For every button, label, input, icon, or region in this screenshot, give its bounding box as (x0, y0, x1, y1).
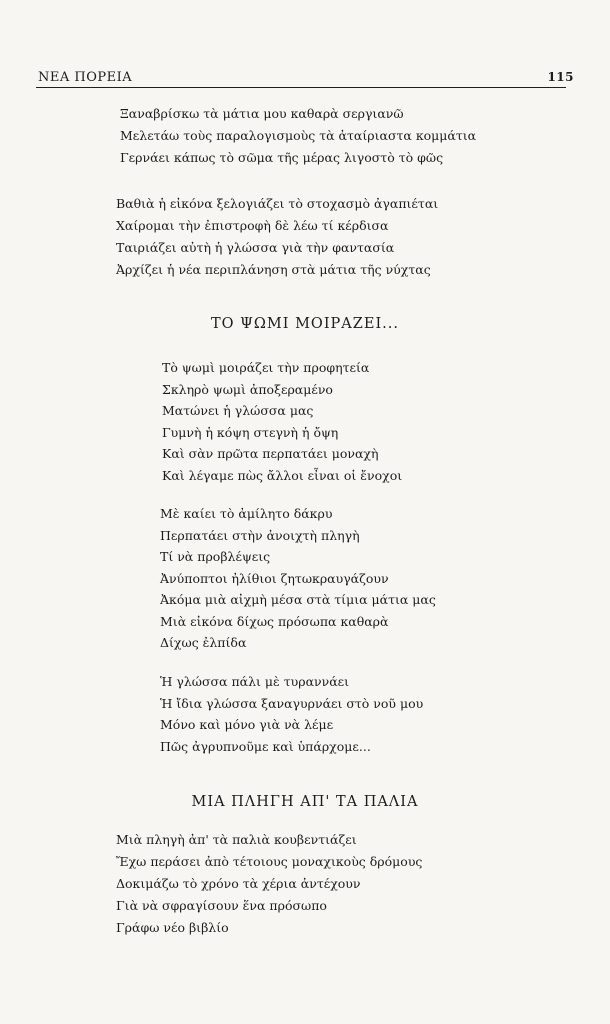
poem-line: Σκληρὸ ψωμὶ ἀποξεραμένο (162, 381, 333, 397)
poem-2-stanza-1 (116, 829, 422, 939)
poem-line: Πῶς ἀγρυπνοῦμε καὶ ὑπάρχομε... (160, 738, 371, 754)
poem-line: Τί νὰ προβλέψεις (160, 549, 271, 564)
poem-line: Ἀκόμα μιὰ αἰχμὴ μέσα στὰ τίμια μάτια μας (160, 592, 436, 607)
poem-line: Γερνάει κάπως τὸ σῶμα τῆς μέρας λιγοστὸ τὸ φῶς (120, 150, 444, 165)
poem-line: Δίχως ἐλπίδα (160, 635, 247, 650)
poem-line: Ξαναβρίσκω τὰ μάτια μου καθαρὰ σεργιανῶ (120, 106, 404, 121)
poem-line: Δοκιμάζω τὸ χρόνο τὰ χέρια ἀντέχουν (116, 876, 361, 891)
continuation-stanza-2 (116, 193, 438, 281)
poem-title: ΤΟ ΨΩΜΙ ΜΟΙΡΑΖΕΙ... (211, 316, 399, 332)
poem-line: Μόνο καὶ μόνο γιὰ νὰ λέμε (160, 717, 334, 732)
poem-line: Γράφω νέο βιβλίο (116, 920, 229, 935)
journal-title: ΝΕΑ ΠΟΡΕΙΑ (38, 70, 133, 85)
poem-1-stanza-2 (160, 503, 436, 654)
page-number: 115 (547, 70, 574, 84)
header-rule (36, 87, 566, 88)
poem-line: Μὲ καίει τὸ ἀμίλητο δάκρυ (160, 506, 333, 521)
poem-line: Γυμνὴ ἡ κόψη στεγνὴ ἡ ὄψη (162, 424, 339, 440)
running-head (38, 70, 574, 85)
poem-line: Τὸ ψωμὶ μοιράζει τὴν προφητεία (162, 360, 370, 375)
poem-line: Μελετάω τοὺς παραλογισμοὺς τὰ ἀταίριαστα κομμάτια (120, 128, 477, 143)
poem-line: Περπατάει στὴν ἀνοιχτὴ πληγὴ (160, 527, 360, 543)
poem-line: Μιὰ πληγὴ ἀπ' τὰ παλιὰ κουβεντιάζει (116, 832, 357, 847)
poem-1-stanza-3 (160, 671, 423, 757)
poem-line: Μιὰ εἰκόνα δίχως πρόσωπα καθαρὰ (160, 613, 389, 629)
poem-line: Ἡ ἴδια γλώσσα ξαναγυρνάει στὸ νοῦ μου (160, 695, 424, 711)
poem-line: Χαίρομαι τὴν ἐπιστροφὴ δὲ λέω τί κέρδισα (116, 218, 389, 233)
poem-line: Καὶ σὰν πρῶτα περπατάει μοναχὴ (162, 446, 379, 461)
poem-line: Ἀρχίζει ἡ νέα περιπλάνηση στὰ μάτια τῆς νύχτας (116, 262, 431, 277)
poem-line: Βαθιὰ ἡ εἰκόνα ξελογιάζει τὸ στοχασμὸ ἀγαπιέται (116, 196, 439, 211)
continuation-stanza-1 (120, 103, 476, 169)
poem-line: Ἔχω περάσει ἀπὸ τέτοιους μοναχικοὺς δρόμους (116, 854, 423, 869)
poem-line: Ἡ γλώσσα πάλι μὲ τυραννάει (160, 674, 350, 689)
poem-line: Ματώνει ἡ γλώσσα μας (162, 403, 314, 418)
poem-title: ΜΙΑ ΠΛΗΓΗ ΑΠ' ΤΑ ΠΑΛΙΑ (191, 794, 419, 810)
poem-1-stanza-1 (162, 357, 402, 486)
poem-line: Ταιριάζει αὐτὴ ἡ γλώσσα γιὰ τὴν φαντασία (116, 240, 395, 255)
poem-line: Γιὰ νὰ σφραγίσουν ἕνα πρόσωπο (116, 898, 327, 913)
poem-line: Καὶ λέγαμε πὼς ἄλλοι εἶναι οἱ ἔνοχοι (162, 467, 403, 483)
poem-line: Ἀνύποπτοι ἠλίθιοι ζητωκραυγάζουν (160, 570, 389, 586)
